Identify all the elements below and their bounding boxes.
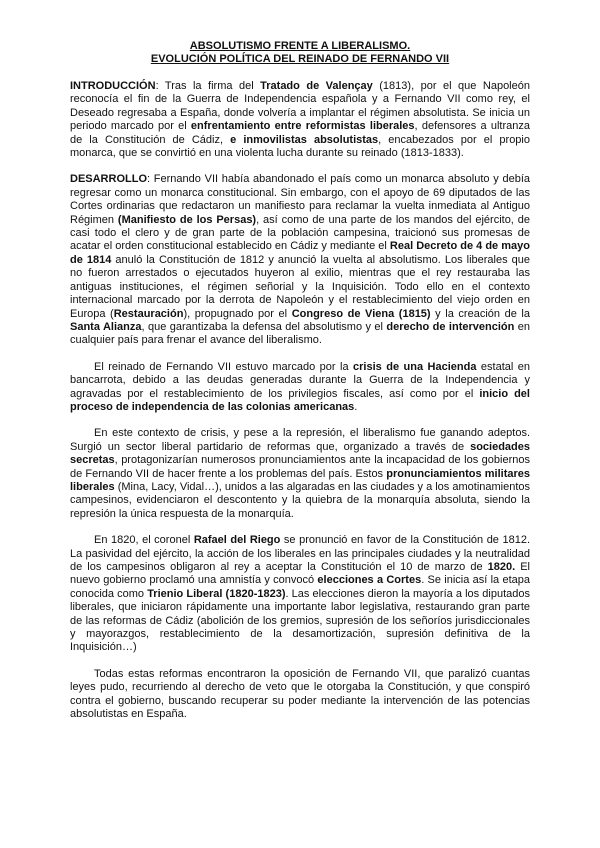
- bold-term: crisis de una Hacienda: [353, 360, 477, 373]
- bold-term: Santa Alianza: [70, 320, 142, 333]
- text-run: . Se inicia así la etapa conocida como: [70, 574, 530, 600]
- bold-term: INTRODUCCIÓN: [70, 80, 156, 92]
- text-run: .: [354, 400, 358, 413]
- text-run: , encabezados por el propio monarca, que se convirtió en una violenta lucha durante su reinado (1813-1833).: [70, 133, 530, 160]
- text-run: se pronunció en favor de la Constitución de 1812. La pasividad del ejército, la acción de los liberales en las principales ciudades y la neutralidad de los campesinos obligaron al rey a aceptar la Constitución el 10 de marzo de: [70, 534, 530, 573]
- bold-term: (Manifiesto de los Persas): [117, 213, 257, 226]
- paragraph-6: [70, 668, 530, 722]
- bold-term: inicio del proceso de independencia de las colonias americanas: [70, 387, 530, 413]
- text-run: , protagonizarían numerosos pronunciamientos ante la incapacidad de los gobiernos de Fernando VII de hacer frente a los problemas del país. Estos: [70, 454, 530, 480]
- bold-term: pronunciamientos militares liberales: [70, 467, 530, 493]
- text-run: anuló la Constitución de 1812 y anunció la vuelta al absolutismo. Los liberales que no fueron arrestados o ejecutados huyeron al exilio, mientras que el rey restauraba las antiguas instituciones, el régimen señorial y la Inquisición. Todo ello en el contexto internacional marcado por la derrota de Napoleón y el restablecimiento del viejo orden en Europa (: [70, 253, 530, 320]
- title-line-2: EVOLUCIÓN POLÍTICA DEL REINADO DE FERNANDO VII: [150, 53, 450, 65]
- bold-term: Real Decreto de 4 de mayo de 1814: [70, 240, 530, 266]
- paragraph-4: [70, 427, 530, 521]
- document-body: [70, 80, 530, 721]
- text-run: : Tras la firma del: [155, 80, 261, 92]
- bold-term: elecciones a Cortes: [317, 574, 422, 587]
- text-run: . Las elecciones dieron la mayoría a los diputados liberales, que iniciaron rápidamente una importante labor legislativa, restaurando gran parte de las reformas de Cádiz (abolición de los gremios, supresión de los señoríos jurisdiccionales y mayorazgos, restablecimiento de la desamortización, supresión definitiva de la Inquisición…): [70, 587, 531, 654]
- text-run: , así como de una parte de los mandos del ejército, de casi todo el clero y de gran parte de la población campesina, traicionó sus promesas de acatar el orden constitucional establecido en Cádiz y mediante el: [70, 213, 530, 253]
- text-run: : Fernando VII había abandonado el país como un monarca absoluto y debía regresar como un monarca constitucional. Sin embargo, con el apoyo de 69 diputados de las Cortes ordinarias que redactaron un manifiesto para reclamar la vuelta inmediata al Antiguo Régimen: [70, 173, 530, 226]
- bold-term: e inmovilistas absolutistas: [230, 133, 379, 146]
- text-run: ), propugnado por el: [183, 307, 292, 320]
- bold-term: sociedades secretas: [70, 440, 530, 467]
- text-run: (1813), por el que Napoleón reconocía el fin de la Guerra de Independencia española y a Fernando VII como rey, el Deseado regresaba a España, donde volvería a implantar el régimen absolutista. Se inicia un periodo marcado por el: [70, 80, 530, 133]
- bold-term: Restauración: [113, 307, 184, 320]
- paragraph-5: [70, 534, 530, 655]
- text-run: En este contexto de crisis, y pese a la represión, el liberalismo fue ganando adeptos. Surgió un sector liberal partidario de reformas que, organizado a través de: [70, 427, 530, 453]
- bold-term: enfrentamiento entre reformistas liberales: [190, 120, 415, 133]
- text-run: , que garantizaba la defensa del absolutismo y el: [141, 320, 387, 333]
- text-run: (Mina, Lacy, Vidal…), unidos a las algaradas en las ciudades y a los amotinamientos campesinos, evidenciaron el descontento y la quiebra de la monarquía absoluta, siendo la represión la única respuesta de la monarquía.: [70, 480, 531, 520]
- bold-term: Tratado de Valençay: [260, 80, 373, 92]
- text-run: y la creación de la: [430, 307, 530, 320]
- bold-term: Rafael del Riego: [193, 534, 281, 547]
- text-run: estatal en bancarrota, debido a las deudas generadas durante la Guerra de la Independencia y agravadas por el restablecimiento de los privilegios fiscales, así como por el: [70, 360, 531, 400]
- bold-term: 1820.: [487, 561, 516, 573]
- paragraph-1: [70, 80, 530, 160]
- text-run: en cualquier país para frenar el avance del liberalismo.: [70, 320, 530, 347]
- text-run: El reinado de Fernando VII estuvo marcado por la: [94, 360, 354, 373]
- text-run: Todas estas reformas encontraron la oposición de Fernando VII, que paralizó cuantas leyes pudo, recurriendo al derecho de veto que le otorgaba la Constitución, y que conspiró contra el gobierno, buscando recuperar su poder mediante la intervención de las potencias absolutistas en España.: [70, 667, 530, 721]
- text-run: , defensores a ultranza de la Constitución de Cádiz,: [70, 120, 530, 146]
- bold-term: Trienio Liberal (1820-1823): [147, 587, 286, 600]
- bold-term: Congreso de Viena (1815): [291, 307, 431, 320]
- document-title: [70, 40, 530, 66]
- bold-term: DESARROLLO: [70, 173, 147, 186]
- text-run: El nuevo gobierno proclamó una amnistía y convocó: [70, 561, 530, 587]
- title-line-1: ABSOLUTISMO FRENTE A LIBERALISMO.: [189, 40, 411, 52]
- bold-term: derecho de intervención: [386, 320, 515, 333]
- paragraph-2: [70, 173, 530, 347]
- paragraph-3: [70, 361, 530, 415]
- text-run: En 1820, el coronel: [94, 534, 194, 547]
